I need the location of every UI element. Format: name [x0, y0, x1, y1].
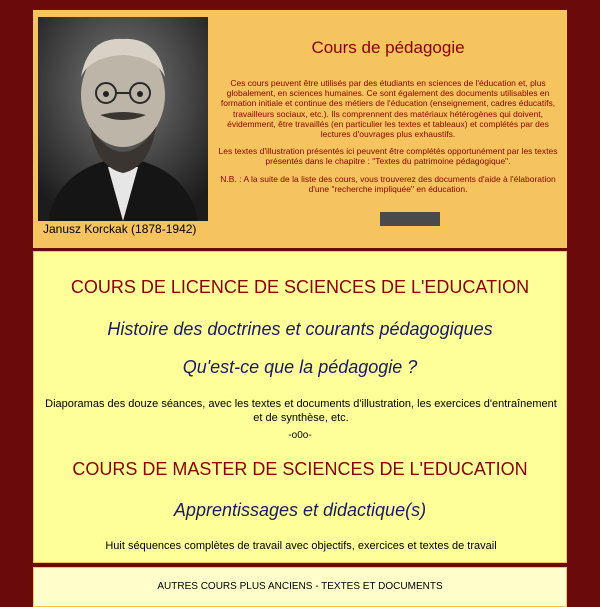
portrait-photo	[38, 17, 208, 221]
master-heading: COURS DE MASTER DE SCIENCES DE L'EDUCATION	[72, 459, 528, 479]
course-link-apprentissages-text[interactable]: Apprentissages et didactique(s)	[173, 500, 427, 520]
course-link-apprentissages[interactable]	[34, 500, 566, 521]
older-courses-panel[interactable]	[33, 567, 567, 607]
intro-text	[218, 38, 558, 201]
intro-panel	[33, 10, 567, 248]
course-link-pedagogie-text[interactable]: Qu'est-ce que la pédagogie ?	[182, 357, 418, 377]
courses-panel	[33, 251, 567, 563]
intro-paragraph-3: N.B. : A la suite de la liste des cours, vous trouverez des documents d'aide à l'élaboration d'une "recherche impliquée" en éducation.	[220, 173, 556, 194]
portrait-caption: Janusz Korckak (1878-1942)	[43, 222, 197, 236]
intro-paragraph-1: Ces cours peuvent être utilisés par des étudiants en sciences de l'éducation et, plus globalement, en sciences humaines. Ce sont également des documents utilisables en formation initiale et continue des métiers de l'éducation (enseignement, cadres éducatifs, travailleurs sociaux, etc.). Ils comprennent des matériaux hétérogènes qui doivent, évidemment, être travaillés (en particulier les textes et tableaux) et complétés par des lectures d'ouvrages plus exhaustifs.	[220, 78, 556, 139]
older-courses-link[interactable]: AUTRES COURS PLUS ANCIENS - TEXTES ET DOCUMENTS	[157, 581, 443, 592]
page-title: Cours de pédagogie	[311, 38, 465, 57]
dark-button[interactable]	[380, 212, 440, 226]
intro-paragraph-2: Les textes d'illustration présentés ici peuvent être complétés opportunément par les textes présentés dans le chapitre : "Textes du patrimoine pédagogique".	[218, 146, 558, 167]
separator: -o0o-	[288, 430, 312, 441]
course-link-histoire[interactable]	[34, 319, 566, 340]
licence-heading: COURS DE LICENCE DE SCIENCES DE L'EDUCATION	[70, 277, 530, 297]
course-link-pedagogie[interactable]	[34, 357, 566, 378]
licence-description: Diaporamas des douze séances, avec les textes et documents d'illustration, les exercices d'entraînement et de synthèse, etc.	[45, 398, 557, 424]
master-description: Huit séquences complètes de travail avec objectifs, exercices et textes de travail	[105, 540, 497, 552]
course-link-histoire-text[interactable]: Histoire des doctrines et courants pédagogiques	[107, 319, 493, 339]
